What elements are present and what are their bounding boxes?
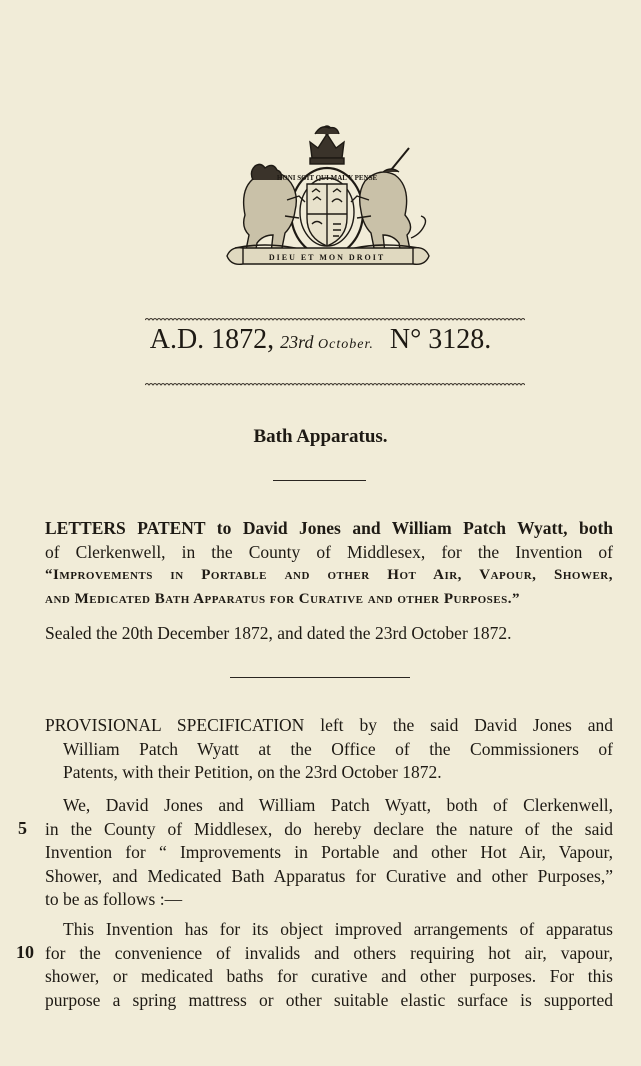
text-line: for the convenience of invalids and others requiring hot air, vapour,	[45, 942, 613, 963]
divider	[230, 677, 410, 678]
text-line: William Patch Wyatt at the Office of the Commissioners of	[63, 738, 613, 759]
garter-motto: HONI SOIT QUI MAL Y PENSE	[276, 174, 378, 182]
text-line: Shower, and Medicated Bath Apparatus for Curative and other Purposes,”	[45, 865, 613, 886]
text-line: LETTERS PATENT to David Jones and William Patch Wyatt, both	[45, 518, 613, 538]
text-line: Invention for “ Improvements in Portable and other Hot Air, Vapour,	[45, 842, 613, 862]
divider	[273, 480, 366, 481]
margin-line-number: 10	[16, 942, 34, 962]
ornamental-rule-top	[145, 311, 525, 319]
text-line: “Improvements in Portable and other Hot Air, Vapour, Shower,	[45, 567, 613, 583]
patent-number: N° 3128.	[389, 324, 492, 355]
body-paragraph-2	[45, 918, 613, 1012]
royal-arms-emblem	[215, 120, 440, 275]
sealed-text: Sealed the 20th December 1872, and dated the 23rd October 1872.	[45, 623, 512, 643]
text-line: This Invention has for its object improved arrangements of apparatus	[63, 919, 613, 939]
sealed-line	[45, 622, 613, 646]
body-paragraph-1	[45, 794, 613, 912]
text-line: of Clerkenwell, in the County of Middlesex, for the Invention of	[45, 541, 613, 562]
royal-motto: DIEU ET MON DROIT	[268, 253, 386, 262]
text-line: in the County of Middlesex, do hereby declare the nature of the said	[45, 818, 613, 839]
patent-heading	[0, 324, 641, 356]
margin-line-number: 5	[18, 818, 27, 838]
date-label: 23rd October.	[280, 332, 374, 352]
text-line: PROVISIONAL SPECIFICATION left by the said David Jones and	[45, 715, 613, 735]
text-line: We, David Jones and William Patch Wyatt, both of Clerkenwell,	[63, 795, 613, 815]
letters-patent-paragraph	[45, 517, 613, 611]
text-line: to be as follows :—	[45, 889, 183, 909]
text-line: shower, or medicated baths for curative and other purposes. For this	[45, 966, 613, 986]
text-line: and Medicated Bath Apparatus for Curative and other Purposes.”	[45, 590, 520, 607]
document-title: Bath Apparatus.	[253, 426, 388, 447]
text-line: Patents, with their Petition, on the 23rd October 1872.	[63, 762, 442, 782]
year-label: A.D. 1872,	[149, 324, 275, 355]
provisional-paragraph	[45, 714, 613, 785]
ornamental-rule-bottom	[145, 376, 525, 384]
text-line: purpose a spring mattress or other suitable elastic surface is supported	[45, 989, 613, 1010]
